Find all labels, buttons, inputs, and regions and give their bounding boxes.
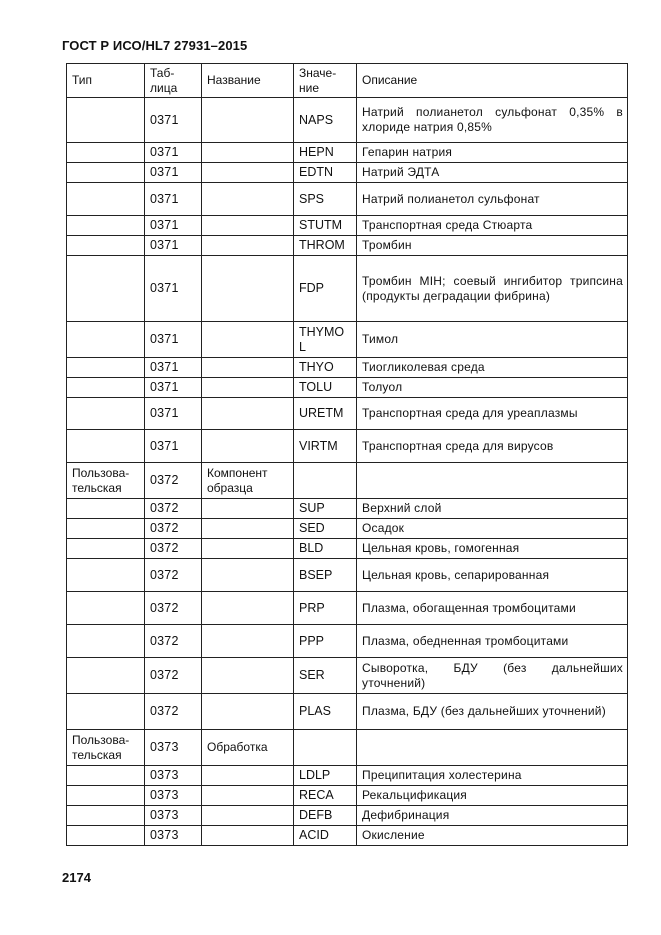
column-header-type: Тип [67,64,145,98]
cell-value: SED [294,519,357,539]
cell-description: Плазма, обогащенная тромбоцитами [357,592,628,625]
cell-description: Верхний слой [357,499,628,519]
cell-name: Обработка [202,730,294,766]
cell-type [67,786,145,806]
cell-name [202,398,294,430]
cell-type [67,766,145,786]
cell-description: Транспортная среда Стюарта [357,216,628,236]
cell-value: STUTM [294,216,357,236]
cell-description: Гепарин натрия [357,143,628,163]
cell-description: Осадок [357,519,628,539]
column-header-description: Описание [357,64,628,98]
cell-table-code: 0371 [145,143,202,163]
cell-table-code: 0372 [145,592,202,625]
cell-type [67,694,145,730]
cell-name [202,322,294,358]
cell-name [202,499,294,519]
cell-table-code: 0372 [145,694,202,730]
column-header-name: Название [202,64,294,98]
cell-type [67,358,145,378]
cell-table-code: 0371 [145,216,202,236]
cell-table-code: 0371 [145,398,202,430]
cell-name [202,806,294,826]
cell-table-code: 0372 [145,463,202,499]
cell-table-code: 0372 [145,539,202,559]
table-row [67,499,628,519]
column-header-table: Таб- лица [145,64,202,98]
cell-value: SER [294,658,357,694]
table-row [67,236,628,256]
cell-name [202,559,294,592]
cell-value: BSEP [294,559,357,592]
cell-type: Пользова- тельская [67,730,145,766]
cell-description: Плазма, обедненная тромбоцитами [357,625,628,658]
cell-description: Дефибринация [357,806,628,826]
cell-value: LDLP [294,766,357,786]
cell-table-code: 0372 [145,499,202,519]
cell-value: TOLU [294,378,357,398]
cell-table-code: 0371 [145,322,202,358]
cell-description: Тромбин MIH; соевый ингибитор трипсина (продукты деградации фибрина) [357,256,628,322]
cell-type [67,625,145,658]
table-row [67,98,628,143]
cell-type [67,826,145,846]
cell-table-code: 0373 [145,806,202,826]
table-row [67,826,628,846]
cell-value: THYMO L [294,322,357,358]
table-row [67,463,628,499]
cell-description: Тимол [357,322,628,358]
cell-description: Натрий ЭДТА [357,163,628,183]
cell-name [202,539,294,559]
table-row [67,786,628,806]
cell-value: NAPS [294,98,357,143]
table-row [67,398,628,430]
table-row [67,256,628,322]
cell-type [67,322,145,358]
cell-value: PPP [294,625,357,658]
cell-table-code: 0371 [145,183,202,216]
cell-description: Рекальцификация [357,786,628,806]
cell-value [294,463,357,499]
table-row [67,559,628,592]
table-row [67,163,628,183]
table-row [67,806,628,826]
cell-name [202,658,294,694]
cell-value: ACID [294,826,357,846]
cell-value: BLD [294,539,357,559]
cell-type [67,378,145,398]
cell-value: THYO [294,358,357,378]
cell-description: Тромбин [357,236,628,256]
table-row [67,730,628,766]
table-header-row [67,64,628,98]
cell-value: URETM [294,398,357,430]
table-row [67,658,628,694]
cell-name [202,98,294,143]
cell-name [202,766,294,786]
column-header-value: Значе- ние [294,64,357,98]
cell-type: Пользова- тельская [67,463,145,499]
cell-table-code: 0372 [145,519,202,539]
cell-name [202,256,294,322]
cell-name [202,519,294,539]
cell-type [67,539,145,559]
cell-value: DEFB [294,806,357,826]
cell-table-code: 0373 [145,786,202,806]
cell-description: Толуол [357,378,628,398]
cell-description: Цельная кровь, сепарированная [357,559,628,592]
cell-value: SPS [294,183,357,216]
cell-table-code: 0373 [145,826,202,846]
table-row [67,539,628,559]
cell-table-code: 0373 [145,766,202,786]
cell-type [67,559,145,592]
cell-type [67,236,145,256]
cell-type [67,216,145,236]
cell-value: THROM [294,236,357,256]
cell-description: Плазма, БДУ (без дальнейших уточнений) [357,694,628,730]
cell-description [357,730,628,766]
cell-description: Натрий полианетол сульфонат [357,183,628,216]
cell-name [202,694,294,730]
cell-type [67,519,145,539]
cell-value: HEPN [294,143,357,163]
table-row [67,378,628,398]
cell-value: PRP [294,592,357,625]
cell-description: Преципитация холестерина [357,766,628,786]
cell-type [67,143,145,163]
table-row [67,694,628,730]
cell-value: VIRTM [294,430,357,463]
cell-name [202,826,294,846]
cell-table-code: 0371 [145,98,202,143]
cell-description: Цельная кровь, гомогенная [357,539,628,559]
cell-name [202,592,294,625]
cell-table-code: 0372 [145,559,202,592]
document-header: ГОСТ Р ИСО/HL7 27931–2015 [62,38,248,53]
cell-name [202,236,294,256]
table-row [67,766,628,786]
table-row [67,322,628,358]
table-row [67,625,628,658]
cell-description: Транспортная среда для вирусов [357,430,628,463]
cell-description: Транспортная среда для уреаплазмы [357,398,628,430]
page-number: 2174 [62,870,91,885]
cell-type [67,806,145,826]
table-row [67,430,628,463]
cell-value: FDP [294,256,357,322]
cell-name: Компонент образца [202,463,294,499]
table-row [67,143,628,163]
cell-table-code: 0371 [145,430,202,463]
cell-type [67,183,145,216]
cell-type [67,256,145,322]
cell-name [202,378,294,398]
cell-value: EDTN [294,163,357,183]
cell-name [202,786,294,806]
table-row [67,519,628,539]
cell-description: Натрий полианетол сульфонат 0,35% в хлориде натрия 0,85% [357,98,628,143]
cell-type [67,658,145,694]
cell-name [202,216,294,236]
cell-table-code: 0371 [145,163,202,183]
table-row [67,592,628,625]
cell-description: Сыворотка, БДУ (без дальнейших уточнений) [357,658,628,694]
cell-table-code: 0371 [145,358,202,378]
cell-name [202,358,294,378]
cell-table-code: 0372 [145,658,202,694]
cell-name [202,143,294,163]
cell-description [357,463,628,499]
cell-value [294,730,357,766]
cell-name [202,163,294,183]
table-row [67,358,628,378]
cell-value: PLAS [294,694,357,730]
cell-table-code: 0373 [145,730,202,766]
cell-type [67,163,145,183]
cell-description: Тиогликолевая среда [357,358,628,378]
cell-table-code: 0371 [145,256,202,322]
table-row [67,183,628,216]
cell-type [67,430,145,463]
cell-description: Окисление [357,826,628,846]
cell-type [67,499,145,519]
cell-value: SUP [294,499,357,519]
cell-name [202,625,294,658]
cell-value: RECA [294,786,357,806]
codes-table [66,63,628,846]
cell-table-code: 0371 [145,378,202,398]
cell-type [67,98,145,143]
cell-table-code: 0371 [145,236,202,256]
cell-name [202,183,294,216]
cell-type [67,592,145,625]
cell-name [202,430,294,463]
cell-type [67,398,145,430]
table-body [67,98,628,846]
table-row [67,216,628,236]
cell-table-code: 0372 [145,625,202,658]
